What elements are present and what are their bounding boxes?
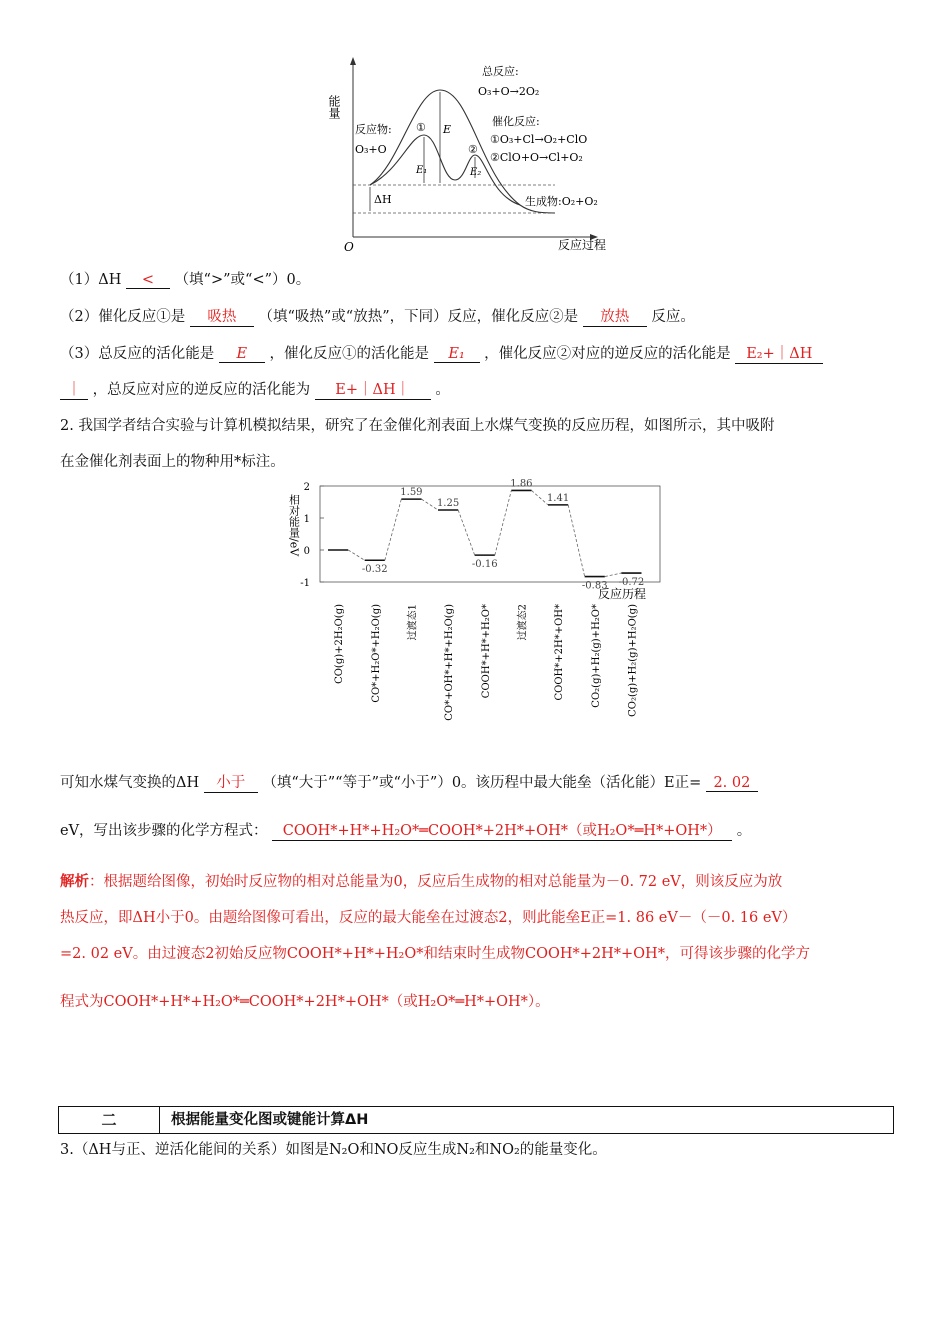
- fig1-E2: E₂: [470, 167, 482, 178]
- q1-p2-answer1: 吸热: [190, 305, 254, 327]
- q1-p3-answer2: E₁: [434, 346, 480, 363]
- chart-ylabel: 相对能量/eV: [287, 494, 301, 557]
- section-title: 根据能量变化图或键能计算ΔH: [171, 1112, 369, 1128]
- chart-xlabel: 反应历程: [598, 587, 647, 601]
- q1-p1-answer: <: [126, 272, 170, 289]
- q1-part3-line1: [60, 342, 890, 364]
- energy-diagram-1: [327, 55, 630, 255]
- fig1-origin: O: [344, 240, 354, 254]
- q1-p3-mid2: ，催化反应②对应的逆反应的活化能是: [484, 346, 731, 362]
- q2-ans-line2-prefix: eV，写出该步骤的化学方程式：: [60, 823, 268, 839]
- fig1-cat-eq2: ②ClO+O→Cl+O₂: [490, 151, 583, 164]
- analysis-text1: 根据题给图像，初始时反应物的相对总能量为0，反应后生成物的相对总能量为－0. 72 eV，则该反应为放: [103, 874, 783, 890]
- q2-stem-line2: 在金催化剂表面上的物种用*标注。: [60, 454, 285, 470]
- energy-value-label: -0.72: [618, 577, 645, 589]
- fig1-reactant-label: 反应物:: [355, 123, 392, 136]
- section-number: 二: [59, 1107, 160, 1133]
- state-label: COOH*+2H*+OH*: [554, 604, 566, 701]
- q2-stem-line1: 2. 我国学者结合实验与计算机模拟结果，研究了在金催化剂表面上水煤气变换的反应历程，如图所示，其中吸附: [60, 418, 775, 434]
- q1-p3-prefix: （3）总反应的活化能是: [60, 346, 215, 362]
- fig1-ylabel: 能量: [327, 95, 341, 119]
- q1-p3-suffix: 。: [435, 382, 450, 398]
- q1-p3-answer1: E: [219, 346, 265, 363]
- q2-answer2: 2. 02: [706, 775, 758, 792]
- state-label: COOH*+H*+H₂O*: [480, 604, 492, 699]
- analysis-line3: =2. 02 eV。由过渡态2初始反应物COOH*+H*+H₂O*和结束时生成物COOH*+2H*+OH*，可得该步骤的化学方: [60, 946, 810, 962]
- fig1-total-eq: O₃+O→2O₂: [478, 85, 540, 98]
- q1-p3-answer3: E₂+｜ΔH: [735, 342, 823, 364]
- state-label: CO₂(g)+H₂(g)+H₂O*: [590, 604, 602, 708]
- q2-ans-prefix: 可知水煤气变换的ΔH: [60, 775, 200, 791]
- y-tick-label: 0: [303, 546, 310, 557]
- fig1-total-title: 总反应:: [482, 65, 519, 78]
- transition-connector: [495, 490, 512, 555]
- fig1-reactant-formula: O₃+O: [355, 143, 387, 156]
- state-label: CO*+OH*+H*+H₂O(g): [444, 604, 456, 721]
- y-tick-label: -1: [300, 578, 310, 589]
- section-header: [58, 1106, 894, 1134]
- fig1-xlabel: 反应过程: [558, 238, 607, 252]
- q2-ans-line2-suffix: 。: [736, 823, 752, 839]
- q1-part1: [60, 268, 890, 289]
- fig1-E1: E₁: [416, 165, 428, 176]
- analysis-line2: 热反应，即ΔH小于0。由题给图像可看出，反应的最大能垒在过渡态2，则此能垒E正=1. 86 eV－（－0. 16 eV）: [60, 910, 797, 926]
- q1-p2-suffix: 反应。: [651, 309, 695, 325]
- state-label: CO₂(g)+H₂(g)+H₂O(g): [627, 604, 639, 717]
- q1-p3-answer3-cont: ｜: [60, 378, 88, 400]
- q1-p3-mid1: ，催化反应①的活化能是: [269, 346, 429, 362]
- q2-answer3: COOH*+H*+H₂O*═COOH*+2H*+OH*（或H₂O*═H*+OH*）: [272, 819, 732, 841]
- q1-p2-mid: （填“吸热”或“放热”，下同）反应，催化反应②是: [258, 309, 579, 325]
- q3-stem: 3.（ΔH与正、逆活化能间的关系）如图是N₂O和NO反应生成N₂和NO₂的能量变化。: [60, 1142, 607, 1158]
- transition-connector: [458, 510, 475, 555]
- energy-value-label: -0.32: [361, 564, 388, 576]
- fig1-c2: ②: [468, 143, 478, 156]
- q2-answer-line1: [60, 771, 890, 793]
- fig1-dH: ΔH: [374, 193, 392, 206]
- energy-value-label: 1.25: [436, 498, 460, 509]
- q2-answer1: 小于: [204, 771, 258, 793]
- state-label: CO(g)+2H₂O(g): [334, 604, 346, 684]
- analysis-line1: 解析：根据题给图像，初始时反应物的相对总能量为0，反应后生成物的相对总能量为－0. 72 eV，则该反应为放: [60, 873, 783, 890]
- energy-value-label: -0.83: [581, 580, 608, 592]
- energy-profile-chart: [280, 480, 680, 760]
- y-tick-label: 2: [303, 482, 310, 493]
- q1-p3-answer4: E+｜ΔH｜: [315, 378, 431, 400]
- analysis-label: 解析: [60, 873, 89, 890]
- fig1-E: E: [443, 123, 452, 136]
- transition-connector: [348, 550, 365, 560]
- fig1-cat-eq1: ①O₃+Cl→O₂+ClO: [490, 133, 588, 146]
- transition-connector: [568, 505, 585, 577]
- transition-connector: [605, 573, 622, 577]
- energy-value-label: 1.41: [546, 492, 570, 504]
- transition-connector: [422, 499, 439, 510]
- state-label: CO*+H₂O*+H₂O(g): [370, 604, 382, 703]
- transition-connector: [385, 499, 402, 560]
- q1-p3-mid3: ，总反应对应的逆反应的活化能为: [92, 382, 311, 398]
- energy-value-label: -0.16: [471, 559, 498, 571]
- state-label: 过渡态2: [517, 604, 529, 641]
- q2-answer-line2: [60, 819, 890, 841]
- q2-ans-mid: （填“大于”“等于”或“小于”）0。该历程中最大能垒（活化能）E正=: [262, 775, 702, 791]
- q1-p1-suffix: （填“>”或“<”）0。: [174, 272, 311, 288]
- energy-value-label: 1.86: [510, 478, 533, 490]
- fig1-product-label: 生成物:O₂+O₂: [525, 195, 598, 208]
- transition-connector: [532, 490, 549, 504]
- fig1-cat-title: 催化反应:: [492, 115, 540, 128]
- q1-p2-prefix: （2）催化反应①是: [60, 309, 186, 325]
- y-tick-label: 1: [303, 514, 310, 525]
- q1-part3-line2: [60, 378, 890, 400]
- energy-value-label: 1.59: [400, 487, 423, 499]
- fig1-c1: ①: [416, 121, 426, 134]
- q1-p2-answer2: 放热: [583, 305, 647, 327]
- q1-part2: [60, 305, 890, 327]
- analysis-line4: 程式为COOH*+H*+H₂O*═COOH*+2H*+OH*（或H₂O*═H*+OH*）。: [60, 994, 550, 1010]
- q1-p1-prefix: （1）ΔH: [60, 272, 122, 288]
- state-label: 过渡态1: [407, 604, 419, 641]
